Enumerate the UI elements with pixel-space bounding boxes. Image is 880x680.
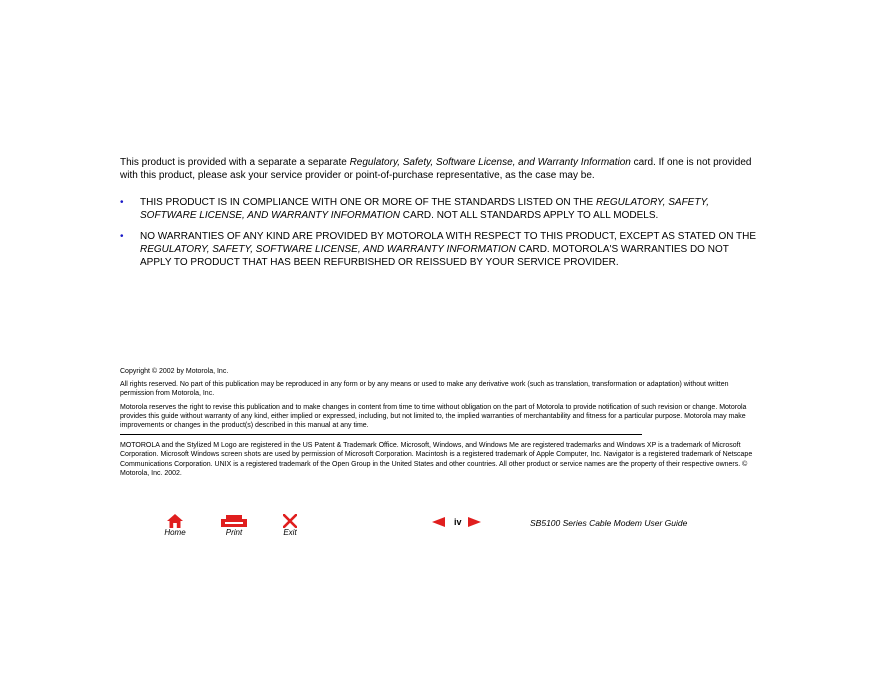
page-number: iv <box>454 517 462 527</box>
main-content <box>120 156 760 277</box>
legal-notice <box>120 367 760 482</box>
intro-text-before: This product is provided with a separate a separate <box>120 157 350 168</box>
exit-button[interactable] <box>270 514 310 537</box>
exit-label: Exit <box>283 528 297 537</box>
copyright-line: Copyright © 2002 by Motorola, Inc. <box>120 368 229 375</box>
next-page-arrow-icon[interactable] <box>468 517 481 527</box>
warranty-bullet-item <box>120 230 760 269</box>
print-label: Print <box>225 528 243 537</box>
previous-page-arrow-icon[interactable] <box>432 517 445 527</box>
intro-paragraph <box>120 156 760 182</box>
compliance-bullet-item <box>120 196 760 222</box>
compliance-bullet-list <box>120 196 760 269</box>
intro-text-after: card. If one is not provided with this product, please ask your service provider or point-of-purchase representative, as the case may be. <box>120 157 752 181</box>
trademarks-paragraph: MOTOROLA and the Stylized M Logo are registered in the US Patent & Trademark Office. Microsoft, Windows, and Windows Me are registered trademarks and Windows XP is a trademark of Microsoft Corporation. Microsoft Windows screen shots are used by permission of Microsoft Corporation. Macintosh is a registered trademark of Apple Computer, Inc. Navigator is a registered trademark of Netscape Communications Corporation. UNIX is a registered trademark of the Open Group in the United States and other countries. All other product or service names are the property of their respective owners. © Motorola, Inc. 2002. <box>120 442 753 477</box>
intro-card-name: Regulatory, Safety, Software License, and Warranty Information <box>349 157 631 168</box>
bullet-text: THIS PRODUCT IS IN COMPLIANCE WITH ONE OR MORE OF THE STANDARDS LISTED ON THE <box>140 197 596 208</box>
exit-icon <box>283 514 297 528</box>
guide-title: SB5100 Series Cable Modem User Guide <box>530 518 688 528</box>
rights-paragraph: All rights reserved. No part of this publication may be reproduced in any form or by any means or used to make any derivative work (such as translation, transformation or adaptation) without written permission from Motorola, Inc. <box>120 381 729 398</box>
home-icon <box>167 514 183 528</box>
bullet-card-name: REGULATORY, SAFETY, SOFTWARE LICENSE, AND WARRANTY INFORMATION <box>140 244 516 255</box>
home-label: Home <box>164 528 186 537</box>
divider <box>120 434 642 435</box>
bullet-text-end: CARD. MOTOROLA'S WARRANTIES DO NOT APPLY TO PRODUCT THAT HAS BEEN REFURBISHED OR REISSUED BY YOUR SERVICE PROVIDER. <box>140 244 729 268</box>
print-icon <box>220 514 248 528</box>
bullet-card-name: REGULATORY, SAFETY, SOFTWARE LICENSE, AND WARRANTY INFORMATION <box>140 197 709 221</box>
bullet-text: NO WARRANTIES OF ANY KIND ARE PROVIDED BY MOTOROLA WITH RESPECT TO THIS PRODUCT, EXCEPT AS STATED ON THE <box>140 231 757 242</box>
bullet-text-end: CARD. NOT ALL STANDARDS APPLY TO ALL MODELS. <box>400 210 659 221</box>
bullet-icon: • <box>120 231 124 242</box>
home-button[interactable] <box>155 514 195 537</box>
bullet-icon: • <box>120 197 124 208</box>
print-button[interactable] <box>214 514 254 537</box>
revisions-paragraph: Motorola reserves the right to revise this publication and to make changes in content from time to time without obligation on the part of Motorola to provide notification of such revision or change. Motorola provides this guide without warranty of any kind, either implied or expressed, including, but not limited to, the implied warranties of merchantability and fitness for a particular purpose. Motorola may make improvements or changes in the product(s) described in this manual at any time. <box>120 403 747 430</box>
